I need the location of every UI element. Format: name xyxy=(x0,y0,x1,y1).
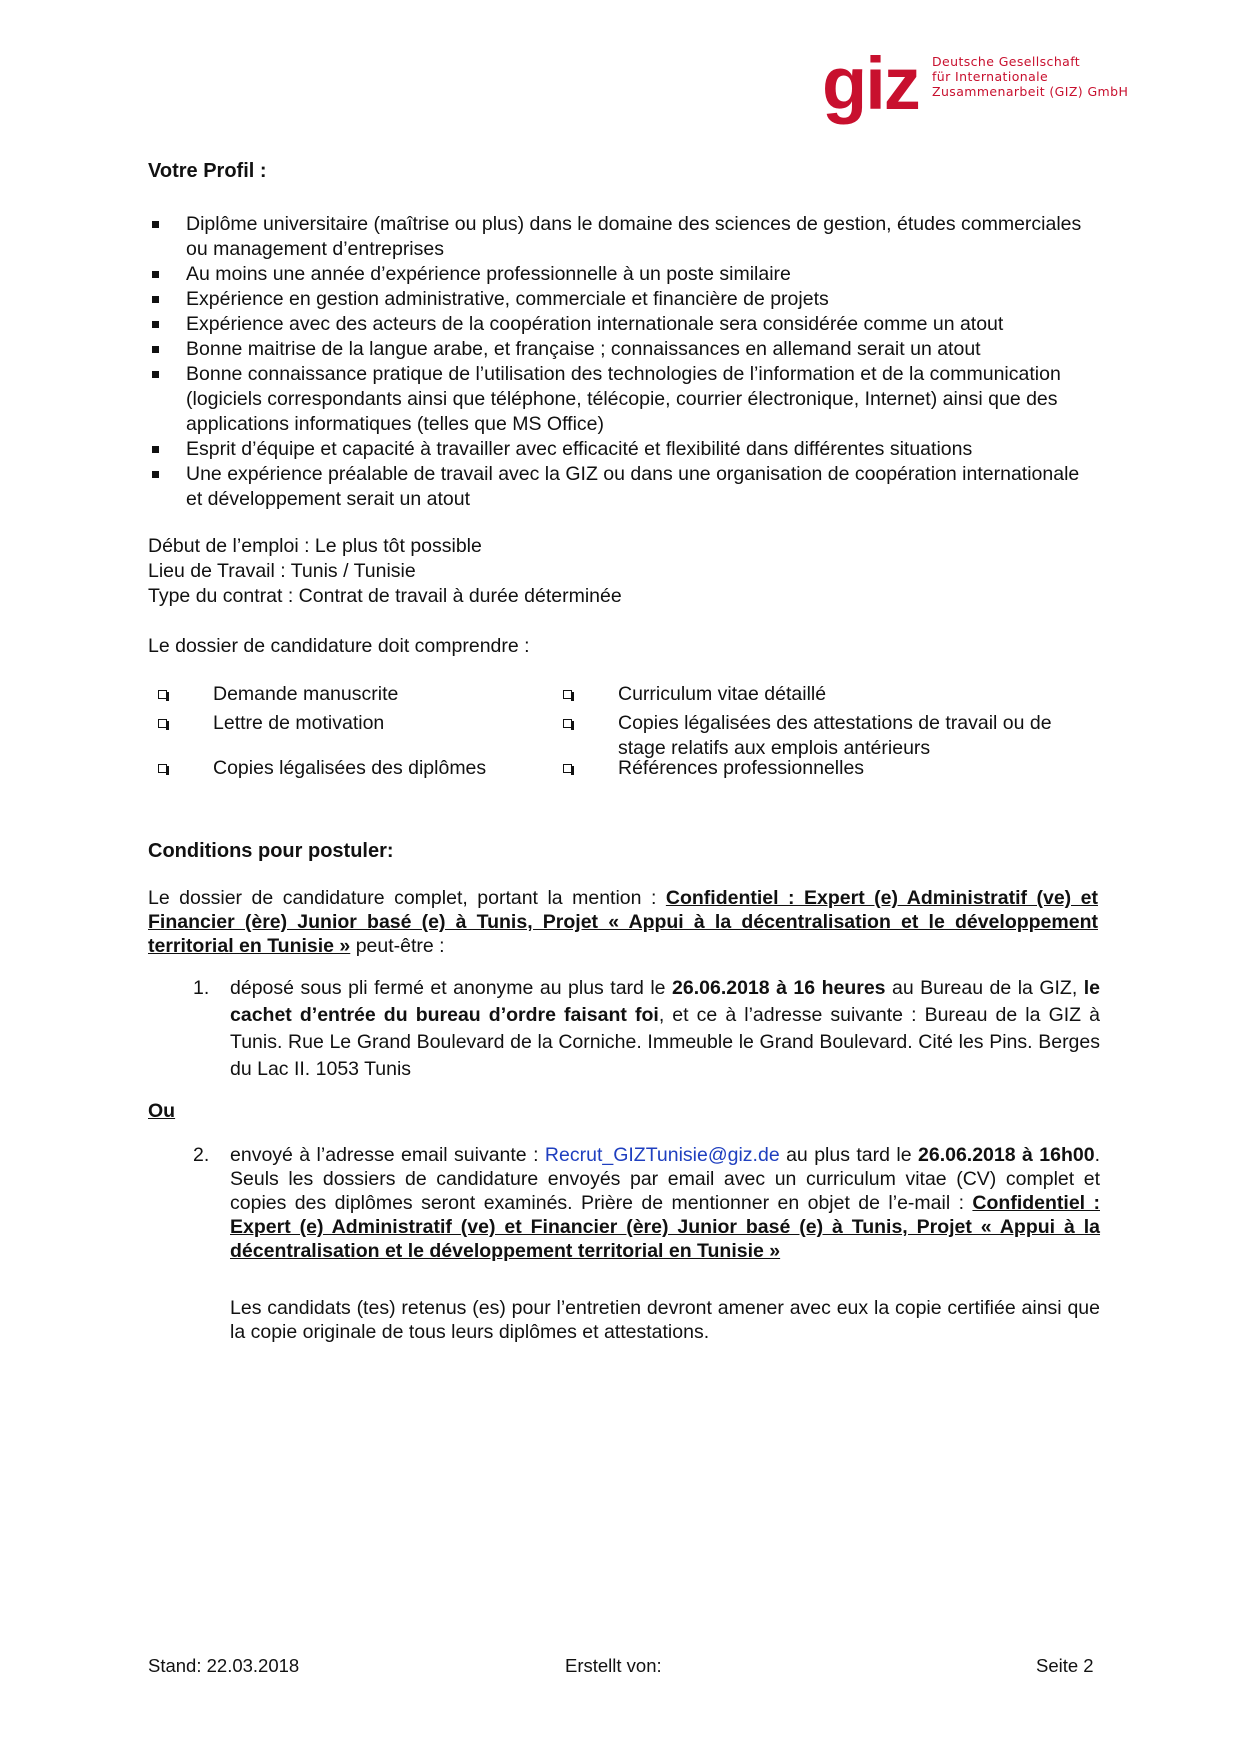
list-item: Expérience avec des acteurs de la coopération internationale sera considérée comme un atout xyxy=(148,312,1098,337)
checkbox-icon xyxy=(563,764,572,773)
giz-logo-text xyxy=(932,54,1128,99)
checklist-item: Lettre de motivation xyxy=(213,711,384,736)
dossier-intro: Le dossier de candidature doit comprendre : xyxy=(148,635,530,657)
logo-line-1: Deutsche Gesellschaft xyxy=(932,54,1081,69)
profil-list xyxy=(148,212,1098,512)
list-item: Une expérience préalable de travail avec la GIZ ou dans une organisation de coopération internationale et développement serait un atout xyxy=(148,462,1098,512)
checklist-item: Copies légalisées des diplômes xyxy=(213,756,486,781)
list-item: Bonne connaissance pratique de l’utilisation des technologies de l’information et de la communication (logiciels correspondants ainsi que téléphone, télécopie, courrier électronique, Internet) ainsi que des applications informatiques (telles que MS Office) xyxy=(148,362,1098,437)
or-separator: Ou xyxy=(148,1100,176,1122)
footer-page-number: Seite 2 xyxy=(1036,1655,1094,1676)
square-bullet-icon xyxy=(152,446,159,453)
square-bullet-icon xyxy=(152,371,159,378)
checklist-item: Demande manuscrite xyxy=(213,682,398,707)
list-item: Bonne maitrise de la langue arabe, et française ; connaissances en allemand serait un atout xyxy=(148,337,1098,362)
checkbox-icon xyxy=(158,719,167,728)
email-link[interactable]: Recrut_GIZTunisie@giz.de xyxy=(544,1144,780,1166)
checklist-item: Copies légalisées des attestations de travail ou de stage relatifs aux emplois antérieurs xyxy=(618,711,1098,761)
checkbox-icon xyxy=(158,764,167,773)
list-item: Expérience en gestion administrative, commerciale et financière de projets xyxy=(148,287,1098,312)
checkbox-icon xyxy=(563,690,572,699)
job-location: Lieu de Travail : Tunis / Tunisie xyxy=(148,560,416,582)
checklist-item: Curriculum vitae détaillé xyxy=(618,682,1098,707)
square-bullet-icon xyxy=(152,471,159,478)
conditions-heading: Conditions pour postuler: xyxy=(148,840,394,862)
logo-line-2: für Internationale xyxy=(932,69,1049,84)
candidates-note: Les candidats (tes) retenus (es) pour l’entretien devront amener avec eux la copie certifiée ainsi que la copie originale de tous leurs diplômes et attestations. xyxy=(230,1297,1100,1343)
list-item: Esprit d’équipe et capacité à travailler avec efficacité et flexibilité dans différentes situations xyxy=(148,437,1098,462)
document-page: giz Deutsche Gesellschaft für Internationale Zusammenarbeit (GIZ) GmbH Votre Profil : Diplôme universitaire (maîtrise ou plus) dans le domaine des sciences de gestion, études commerciales ou management d’entreprises Au moins une année d’expérience professionnelle à un poste similaire Expérience en gestion administrative, commerciale et financière de projets Expérience avec des acteurs de la coopération internationale sera considérée comme un atout Bonne maitrise de la langue arabe, et française ; connaissances en allemand serait un atout Bonne connaissance pratique de l’utilisation des technologies de l’information et de la communication (logiciels correspondants ainsi que téléphone, télécopie, courrier électronique, Internet) ainsi que des applications informatiques (telles que MS Office) Esprit d’équipe et capacité à travailler avec efficacité et flexibilité dans différentes situations Une expérience préalable de travail avec la GIZ ou dans une organisation de coopération internationale et développement serait un atout Début de l’emploi : Le plus tôt possible Lieu de Travail : Tunis / Tunisie Type du contrat : Contrat de travail à durée déterminée Le dossier de candidature doit comprendre : Demande manuscrite Lettre de motivation Copies légalisées des diplômes Curriculum vitae détaillé Copies légalisées des attestations de travail ou de stage relatifs aux emplois antérieurs Références professionnelles Conditions pour postuler: Le dossier de candidature complet, portant la mention : Confidentiel : Expert (e) Administratif (ve) et Financier (ère) Junior basé (e) à Tunis, Projet « Appui à la décentralisation et le développement territorial en Tunisie » peut-être : 1. déposé sous pli fermé et anonyme au plus tard le 26.06.2018 à 16 heures au Bureau de la GIZ, le cachet d’entrée du bureau d’ordre faisant foi, et ce à l’adresse suivante : Bureau de la GIZ à Tunis. Rue Le Grand Boulevard de la Corniche. Immeuble le Grand Boulevard. Cité les Pins. Berges du Lac II. 1053 Tunis Ou 2. envoyé à l’adresse email suivante : Recrut_GIZTunisie@giz.de au plus tard le 26.06.2018 à 16h00. Seuls les dossiers de candidature envoyés par email avec un curriculum vitae (CV) complet et copies des diplômes seront examinés. Prière de mentionner en objet de l’e-mail : Confidentiel : Expert (e) Administratif (ve) et Financier (ère) Junior basé (e) à Tunis, Projet « Appui à la décentralisation et le développement territorial en Tunisie » Les candidats (tes) retenus (es) pour l’entretien devront amener avec eux la copie certifiée ainsi que la copie originale de tous leurs diplômes et attestations. Stand: 22.03.2018 Erstellt von: Seite 2 xyxy=(148,42,1129,1676)
checkbox-icon xyxy=(158,690,167,699)
checkbox-icon xyxy=(563,719,572,728)
list-item: Diplôme universitaire (maîtrise ou plus) dans le domaine des sciences de gestion, études commerciales ou management d’entreprises xyxy=(148,212,1098,262)
giz-logo xyxy=(822,42,1129,125)
checklist-item: Références professionnelles xyxy=(618,756,1098,781)
square-bullet-icon xyxy=(152,296,159,303)
list-item: Au moins une année d’expérience professionnelle à un poste similaire xyxy=(148,262,1098,287)
logo-line-3: Zusammenarbeit (GIZ) GmbH xyxy=(932,84,1129,99)
square-bullet-icon xyxy=(152,321,159,328)
footer-stand: Stand: 22.03.2018 xyxy=(148,1655,300,1676)
job-contract-type: Type du contrat : Contrat de travail à durée déterminée xyxy=(148,585,622,607)
giz-logo-mark: giz xyxy=(822,42,919,125)
square-bullet-icon xyxy=(152,271,159,278)
square-bullet-icon xyxy=(152,346,159,353)
square-bullet-icon xyxy=(152,221,159,228)
job-start: Début de l’emploi : Le plus tôt possible xyxy=(148,535,482,557)
conditions-paragraph: Le dossier de candidature complet, portant la mention : Confidentiel : Expert (e) Administratif (ve) et Financier (ère) Junior basé (e) à Tunis, Projet « Appui à la décentralisation et le développement territorial en Tunisie » peut-être : xyxy=(148,887,1098,957)
profil-heading: Votre Profil : xyxy=(148,160,267,182)
job-info xyxy=(148,534,622,609)
footer-erstellt: Erstellt von: xyxy=(565,1655,662,1676)
